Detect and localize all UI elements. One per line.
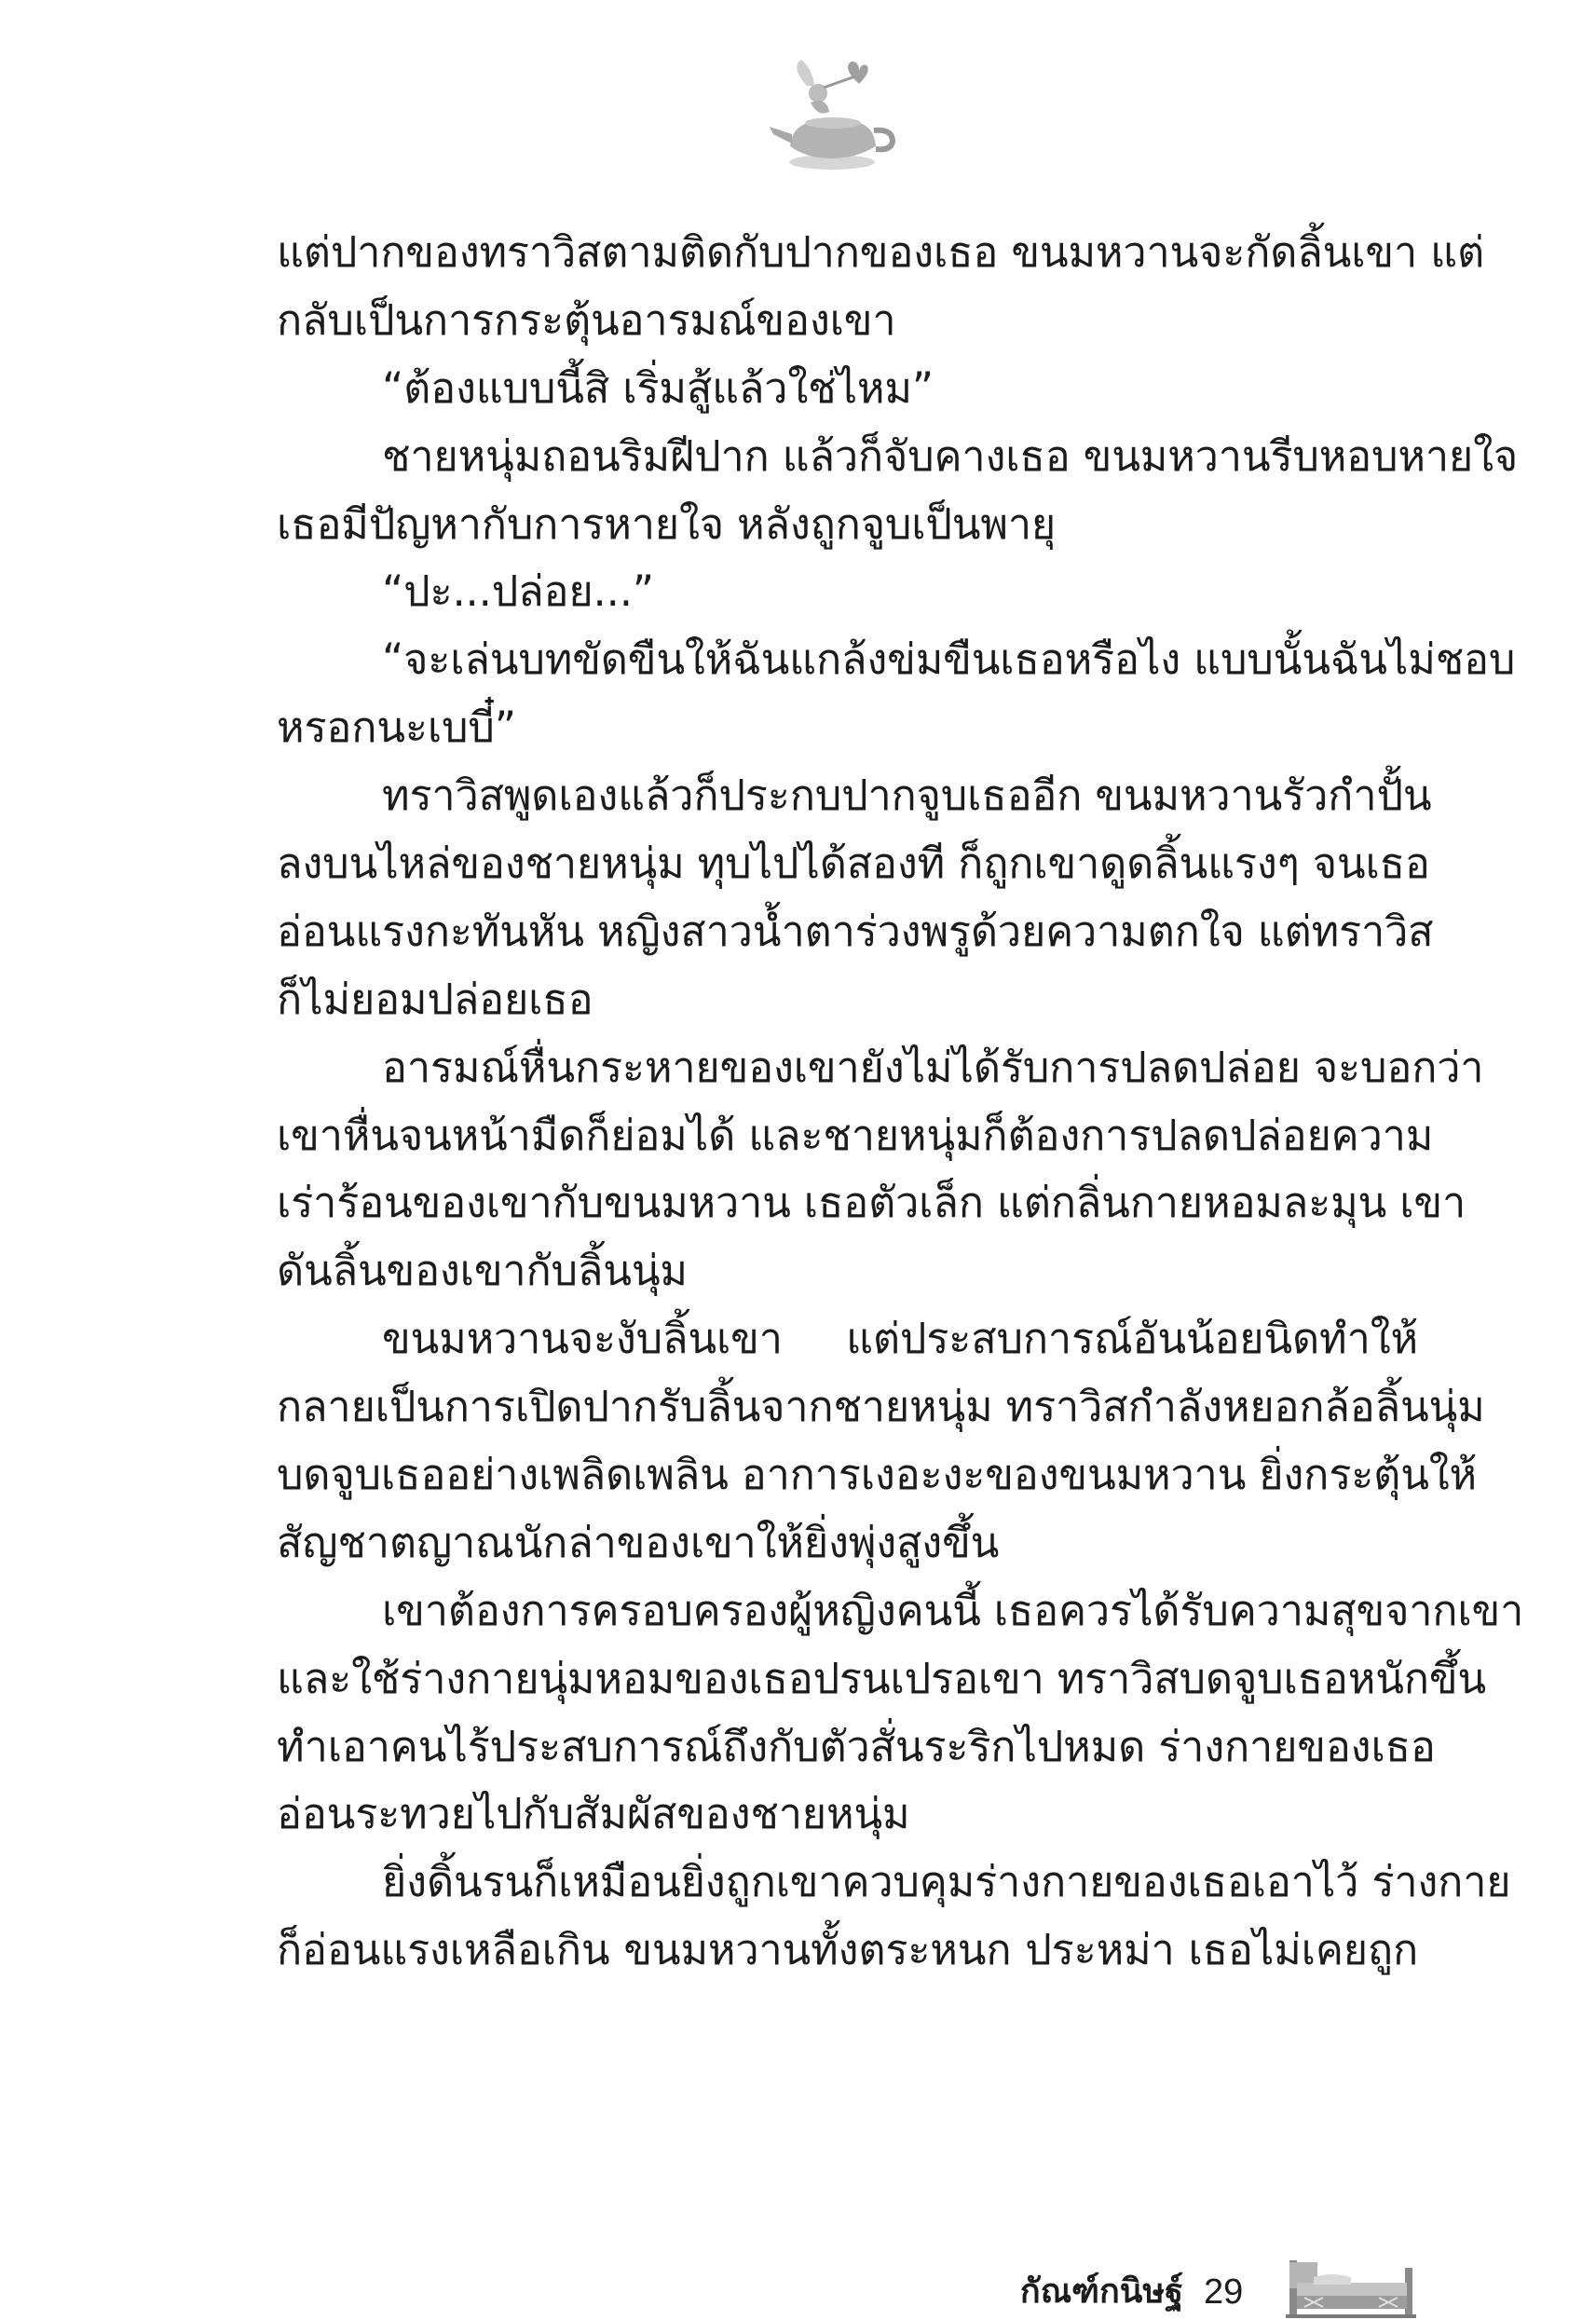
text-line: หรอกนะเบบี๋” xyxy=(277,703,516,753)
text-line: สัญชาตญาณนักล่าของเขาให้ยิ่งพุ่งสูงขึ้น xyxy=(277,1517,1000,1567)
text-line: ขนมหวานจะงับลิ้นเขา แต่ประสบการณ์อันน้อยนิดทำให้ xyxy=(382,1314,1418,1364)
text-line: ก็อ่อนแรงเหลือเกิน ขนมหวานทั้งตระหนก ประหม่า เธอไม่เคยถูก xyxy=(277,1925,1418,1975)
text-line: ยิ่งดิ้นรนก็เหมือนยิ่งถูกเขาควบคุมร่างกายของเธอเอาไว้ ร่างกาย xyxy=(382,1857,1511,1907)
text-line: “จะเล่นบทขัดขืนให้ฉันแกล้งข่มขืนเธอหรือไง แบบนั้นฉันไม่ชอบ xyxy=(382,635,1516,685)
text-line: ลงบนไหล่ของชายหนุ่ม ทุบไปได้สองที ก็ถูกเขาดูดลิ้นแรงๆ จนเธอ xyxy=(277,839,1430,889)
book-title: กัณฑ์กนิษฐ์ xyxy=(1019,2272,1183,2311)
text-line: ทำเอาคนไร้ประสบการณ์ถึงกับตัวสั่นระริกไปหมด ร่างกายของเธอ xyxy=(277,1721,1436,1771)
teapot-cupid-ornament-icon xyxy=(762,48,902,188)
text-line: บดจูบเธออย่างเพลิดเพลิน อาการเงอะงะของขนมหวาน ยิ่งกระตุ้นให้ xyxy=(277,1450,1477,1500)
text-line: ชายหนุ่มถอนริมฝีปาก แล้วก็จับคางเธอ ขนมหวานรีบหอบหายใจ xyxy=(382,430,1519,481)
text-line: ดันลิ้นของเขากับลิ้นนุ่ม xyxy=(277,1246,688,1296)
text-line: ก็ไม่ยอมปล่อยเธอ xyxy=(277,974,593,1024)
text-line: เขาหื่นจนหน้ามืดก็ย่อมได้ และชายหนุ่มก็ต้องการปลดปล่อยความ xyxy=(277,1110,1434,1160)
text-line: เธอมีปัญหากับการหายใจ หลังถูกจูบเป็นพายุ xyxy=(277,498,1057,549)
text-line: ทราวิสพูดเองแล้วก็ประกบปากจูบเธออีก ขนมหวานรัวกำปั้น xyxy=(382,771,1432,821)
text-line: แต่ปากของทราวิสตามติดกับปากของเธอ ขนมหวานจะกัดลิ้นเขา แต่ xyxy=(277,227,1484,277)
text-line: กลับเป็นการกระตุ้นอารมณ์ของเขา xyxy=(277,294,896,345)
page-number: 29 xyxy=(1204,2272,1244,2312)
text-line: กลายเป็นการเปิดปากรับลิ้นจากชายหนุ่ม ทราวิสกำลังหยอกล้อลิ้นนุ่ม xyxy=(277,1382,1485,1432)
text-line: “ต้องแบบนี้สิ เริ่มสู้แล้วใช่ไหม” xyxy=(382,362,934,413)
text-line: “ปะ...ปล่อย...” xyxy=(382,566,654,617)
text-line: อารมณ์หื่นกระหายของเขายังไม่ได้รับการปลดปล่อย จะบอกว่า xyxy=(382,1042,1484,1092)
text-line: อ่อนระทวยไปกับสัมผัสของชายหนุ่ม xyxy=(277,1789,910,1839)
text-line: อ่อนแรงกะทันหัน หญิงสาวน้ำตาร่วงพรูด้วยความตกใจ แต่ทราวิส xyxy=(277,906,1434,956)
text-line: เขาต้องการครอบครองผู้หญิงคนนี้ เธอควรได้รับความสุขจากเขา xyxy=(382,1585,1524,1635)
chapter-body-text xyxy=(277,219,1524,1985)
text-line: และใช้ร่างกายนุ่มหอมของเธอปรนเปรอเขา ทราวิสบดจูบเธอหนักขึ้น xyxy=(277,1653,1486,1703)
text-line: เร่าร้อนของเขากับขนมหวาน เธอตัวเล็ก แต่กลิ่นกายหอมละมุน เขา xyxy=(277,1178,1466,1228)
